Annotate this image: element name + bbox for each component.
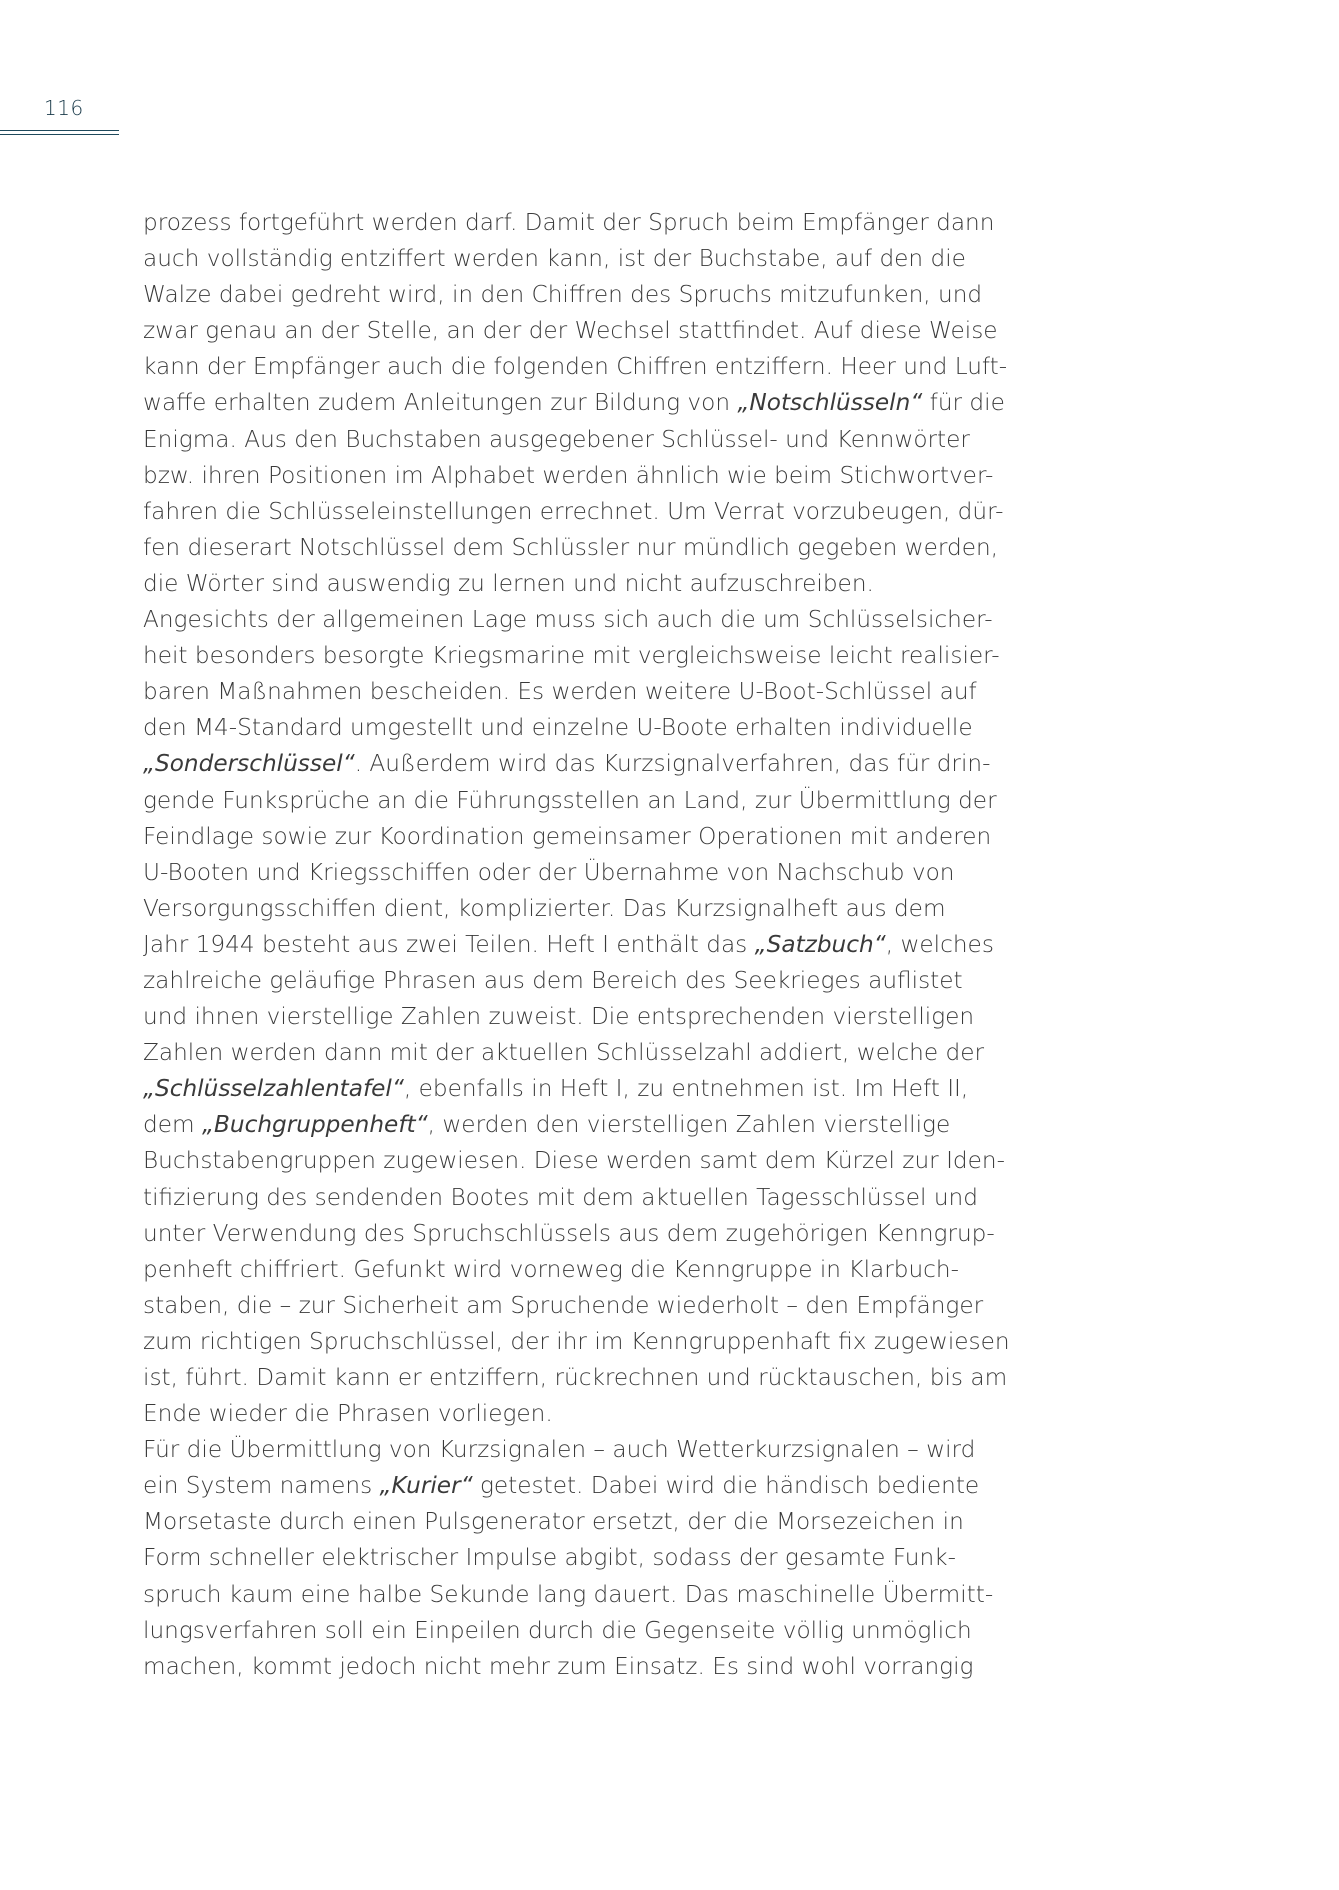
- text-line: [143, 422, 1043, 458]
- text-span: die Wörter sind auswendig zu lernen und nicht aufzuschreiben.: [143, 569, 874, 597]
- text-line: [143, 1613, 1043, 1649]
- text-span: zwar genau an der Stelle, an der der Wechsel stattfindet. Auf diese Weise: [143, 317, 998, 345]
- text-line: [143, 1324, 1043, 1360]
- paragraph: [143, 602, 1043, 1432]
- body-text: [143, 205, 1043, 1685]
- italic-term: „Schlüsselzahlentafel“: [143, 1075, 404, 1103]
- text-line: [143, 855, 1043, 891]
- text-line: [143, 1432, 1043, 1468]
- text-span: zum richtigen Spruchschlüssel, der ihr im Kenngruppenhaft fix zugewiesen: [143, 1327, 1010, 1355]
- text-line: [143, 1071, 1043, 1107]
- text-line: [143, 385, 1043, 421]
- text-line: [143, 963, 1043, 999]
- text-span: lungsverfahren soll ein Einpeilen durch die Gegenseite völlig unmöglich: [143, 1616, 972, 1644]
- text-line: [143, 746, 1043, 782]
- italic-term: „Notschlüsseln“: [737, 389, 923, 417]
- text-span: Feindlage sowie zur Koordination gemeinsamer Operationen mit anderen: [143, 822, 992, 850]
- text-line: [143, 638, 1043, 674]
- header-rule-top: [0, 130, 119, 131]
- text-line: [143, 1035, 1043, 1071]
- text-span: heit besonders besorgte Kriegsmarine mit vergleichsweise leicht realisier-: [143, 642, 1000, 670]
- text-line: [143, 1216, 1043, 1252]
- header-rule-bottom: [0, 134, 119, 135]
- text-span: ein System namens: [143, 1472, 380, 1500]
- text-line: [143, 205, 1043, 241]
- text-span: spruch kaum eine halbe Sekunde lang dauert. Das maschinelle Übermitt-: [143, 1580, 994, 1608]
- text-line: [143, 1360, 1043, 1396]
- text-span: gende Funksprüche an die Führungsstellen an Land, zur Übermittlung der: [143, 786, 997, 814]
- text-line: [143, 1540, 1043, 1576]
- text-span: Angesichts der allgemeinen Lage muss sich auch die um Schlüsselsicher-: [143, 606, 993, 634]
- italic-term: „Sonderschlüssel“: [143, 750, 355, 778]
- text-span: staben, die – zur Sicherheit am Spruchende wiederholt – den Empfänger: [143, 1291, 984, 1319]
- text-span: tifizierung des sendenden Bootes mit dem aktuellen Tagesschlüssel und: [143, 1183, 978, 1211]
- text-line: [143, 1504, 1043, 1540]
- text-span: fahren die Schlüsseleinstellungen errechnet. Um Verrat vorzubeugen, dür-: [143, 497, 1004, 525]
- text-span: Enigma. Aus den Buchstaben ausgegebener Schlüssel- und Kennwörter: [143, 425, 970, 453]
- text-span: , welches: [885, 930, 994, 958]
- text-line: [143, 674, 1043, 710]
- text-line: [143, 566, 1043, 602]
- text-span: Morsetaste durch einen Pulsgenerator ersetzt, der die Morsezeichen in: [143, 1508, 964, 1536]
- text-line: [143, 1468, 1043, 1504]
- text-span: und ihnen vierstellige Zahlen zuweist. Die entsprechenden vierstelligen: [143, 1003, 975, 1031]
- text-line: [143, 1577, 1043, 1613]
- text-line: [143, 313, 1043, 349]
- text-line: [143, 1180, 1043, 1216]
- italic-term: „Buchgruppenheft“: [201, 1111, 428, 1139]
- text-line: [143, 1107, 1043, 1143]
- italic-term: „Satzbuch“: [754, 930, 886, 958]
- text-span: getestet. Dabei wird die händisch bediente: [472, 1472, 980, 1500]
- text-line: [143, 1143, 1043, 1179]
- text-span: ist, führt. Damit kann er entziffern, rückrechnen und rücktauschen, bis am: [143, 1364, 1008, 1391]
- text-span: prozess fortgeführt werden darf. Damit der Spruch beim Empfänger dann: [143, 209, 995, 236]
- text-span: Für die Übermittlung von Kurzsignalen – auch Wetterkurzsignalen – wird: [143, 1436, 976, 1464]
- text-line: [143, 602, 1043, 638]
- text-line: [143, 530, 1043, 566]
- text-span: Form schneller elektrischer Impulse abgibt, sodass der gesamte Funk-: [143, 1544, 956, 1572]
- text-span: baren Maßnahmen bescheiden. Es werden weitere U-Boot-Schlüssel auf: [143, 678, 977, 706]
- text-line: [143, 458, 1043, 494]
- text-span: den M4-Standard umgestellt und einzelne U-Boote erhalten individuelle: [143, 714, 973, 742]
- text-span: machen, kommt jedoch nicht mehr zum Einsatz. Es sind wohl vorrangig: [143, 1652, 974, 1680]
- text-span: waffe erhalten zudem Anleitungen zur Bildung von: [143, 389, 738, 417]
- text-span: zahlreiche geläufige Phrasen aus dem Bereich des Seekrieges auflistet: [143, 966, 963, 994]
- paragraph: [143, 1432, 1043, 1685]
- text-span: , ebenfalls in Heft I, zu entnehmen ist. Im Heft II,: [403, 1075, 969, 1103]
- text-line: [143, 927, 1043, 963]
- text-span: . Außerdem wird das Kurzsignalverfahren, das für drin-: [354, 750, 991, 778]
- paragraph: [143, 205, 1043, 602]
- text-line: [143, 349, 1043, 385]
- text-span: bzw. ihren Positionen im Alphabet werden ähnlich wie beim Stichwortver-: [143, 461, 994, 489]
- text-span: penheft chiffriert. Gefunkt wird vorneweg die Kenngruppe in Klarbuch-: [143, 1255, 959, 1283]
- text-span: Ende wieder die Phrasen vorliegen.: [143, 1400, 553, 1428]
- text-span: dem: [143, 1111, 202, 1139]
- text-span: , werden den vierstelligen Zahlen vierstellige: [427, 1111, 951, 1139]
- text-line: [143, 891, 1043, 927]
- text-line: [143, 1649, 1043, 1685]
- text-span: Walze dabei gedreht wird, in den Chiffren des Spruchs mitzufunken, und: [143, 281, 983, 309]
- text-line: [143, 277, 1043, 313]
- page-number: 116: [44, 96, 84, 120]
- text-line: [143, 710, 1043, 746]
- text-line: [143, 1396, 1043, 1432]
- text-span: fen dieserart Notschlüssel dem Schlüssler nur mündlich gegeben werden,: [143, 533, 999, 561]
- text-line: [143, 1288, 1043, 1324]
- text-span: auch vollständig entziffert werden kann, ist der Buchstabe, auf den die: [143, 245, 966, 273]
- text-span: Zahlen werden dann mit der aktuellen Schlüsselzahl addiert, welche der: [143, 1039, 984, 1067]
- text-span: unter Verwendung des Spruchschlüssels aus dem zugehörigen Kenngrup-: [143, 1219, 995, 1247]
- text-line: [143, 999, 1043, 1035]
- text-span: Versorgungsschiffen dient, komplizierter. Das Kurzsignalheft aus dem: [143, 894, 946, 922]
- text-line: [143, 494, 1043, 530]
- text-line: [143, 819, 1043, 855]
- text-span: kann der Empfänger auch die folgenden Chiffren entziffern. Heer und Luft-: [143, 353, 1008, 381]
- text-span: für die: [922, 389, 1005, 417]
- text-line: [143, 1252, 1043, 1288]
- text-span: U-Booten und Kriegsschiffen oder der Übernahme von Nachschub von: [143, 858, 955, 886]
- text-line: [143, 783, 1043, 819]
- text-line: [143, 241, 1043, 277]
- text-span: Buchstabengruppen zugewiesen. Diese werden samt dem Kürzel zur Iden-: [143, 1147, 1005, 1175]
- italic-term: „Kurier“: [379, 1472, 473, 1500]
- text-span: Jahr 1944 besteht aus zwei Teilen. Heft I enthält das: [143, 930, 755, 958]
